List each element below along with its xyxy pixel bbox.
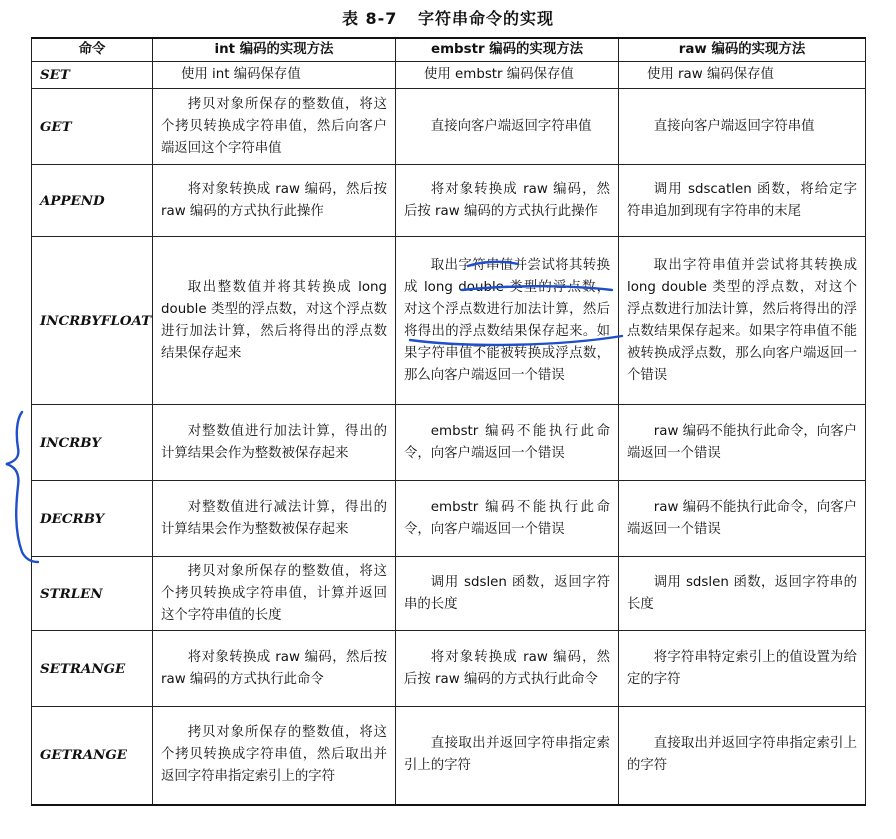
header-row [32,38,866,62]
int-cell: 对整数值进行加法计算，得出的计算结果会作为整数被保存起来 [153,405,396,481]
table-row [32,481,866,557]
table-row [32,62,866,89]
command-cell: GET [32,89,153,165]
embstr-cell: 将对象转换成 raw 编码，然后按 raw 编码的方式执行此命令 [396,631,619,707]
raw-cell: raw 编码不能执行此命令，向客户端返回一个错误 [619,405,866,481]
header-embstr: embstr 编码的实现方法 [396,38,619,62]
int-cell: 将对象转换成 raw 编码，然后按 raw 编码的方式执行此操作 [153,165,396,237]
command-cell: SETRANGE [32,631,153,707]
table-number: 表 8-7 [341,9,398,28]
command-cell: SET [32,62,153,89]
command-cell: GETRANGE [32,707,153,805]
int-cell: 拷贝对象所保存的整数值，将这个拷贝转换成字符串值，然后向客户端返回这个字符串值 [153,89,396,165]
embstr-cell: 将对象转换成 raw 编码，然后按 raw 编码的方式执行此操作 [396,165,619,237]
embstr-cell: 使用 embstr 编码保存值 [396,62,619,89]
table-row [32,707,866,805]
raw-cell: 使用 raw 编码保存值 [619,62,866,89]
table-row [32,237,866,405]
header-raw: raw 编码的实现方法 [619,38,866,62]
command-cell: APPEND [32,165,153,237]
raw-cell: 调用 sdslen 函数，返回字符串的长度 [619,557,866,631]
header-int: int 编码的实现方法 [153,38,396,62]
table-caption [0,6,896,29]
table-title: 字符串命令的实现 [418,9,555,28]
header-command: 命令 [32,38,153,62]
raw-cell: 将字符串特定索引上的值设置为给定的字符 [619,631,866,707]
int-cell: 取出整数值并将其转换成 long double 类型的浮点数，对这个浮点数进行加法计算，然后将得出的浮点数结果保存起来 [153,237,396,405]
table-row [32,405,866,481]
table-row [32,631,866,707]
int-cell: 拷贝对象所保存的整数值，将这个拷贝转换成字符串值，计算并返回这个字符串值的长度 [153,557,396,631]
raw-cell: raw 编码不能执行此命令，向客户端返回一个错误 [619,481,866,557]
int-cell: 对整数值进行减法计算，得出的计算结果会作为整数被保存起来 [153,481,396,557]
int-cell: 使用 int 编码保存值 [153,62,396,89]
embstr-cell: 调用 sdslen 函数，返回字符串的长度 [396,557,619,631]
embstr-cell: 直接向客户端返回字符串值 [396,89,619,165]
command-cell: DECRBY [32,481,153,557]
int-cell: 将对象转换成 raw 编码，然后按 raw 编码的方式执行此命令 [153,631,396,707]
embstr-cell: 直接取出并返回字符串指定索引上的字符 [396,707,619,805]
embstr-cell: embstr 编码不能执行此命令，向客户端返回一个错误 [396,481,619,557]
raw-cell: 直接向客户端返回字符串值 [619,89,866,165]
table-row [32,557,866,631]
embstr-cell: 取出字符串值并尝试将其转换成 long double 类型的浮点数，对这个浮点数进行加法计算，然后将得出的浮点数结果保存起来。如果字符串值不能被转换成浮点数，那么向客户端返回一个错误 [396,237,619,405]
raw-cell: 调用 sdscatlen 函数，将给定字符串追加到现有字符串的末尾 [619,165,866,237]
raw-cell: 取出字符串值并尝试将其转换成 long double 类型的浮点数，对这个浮点数进行加法计算，然后将得出的浮点数结果保存起来。如果字符串值不能被转换成浮点数，那么向客户端返回一个错误 [619,237,866,405]
command-cell: INCRBYFLOAT [32,237,153,405]
int-cell: 拷贝对象所保存的整数值，将这个拷贝转换成字符串值，然后取出并返回字符串指定索引上的字符 [153,707,396,805]
raw-cell: 直接取出并返回字符串指定索引上的字符 [619,707,866,805]
embstr-cell: embstr 编码不能执行此命令，向客户端返回一个错误 [396,405,619,481]
command-cell: INCRBY [32,405,153,481]
table-row [32,89,866,165]
table-row [32,165,866,237]
string-commands-table [31,37,866,806]
command-cell: STRLEN [32,557,153,631]
